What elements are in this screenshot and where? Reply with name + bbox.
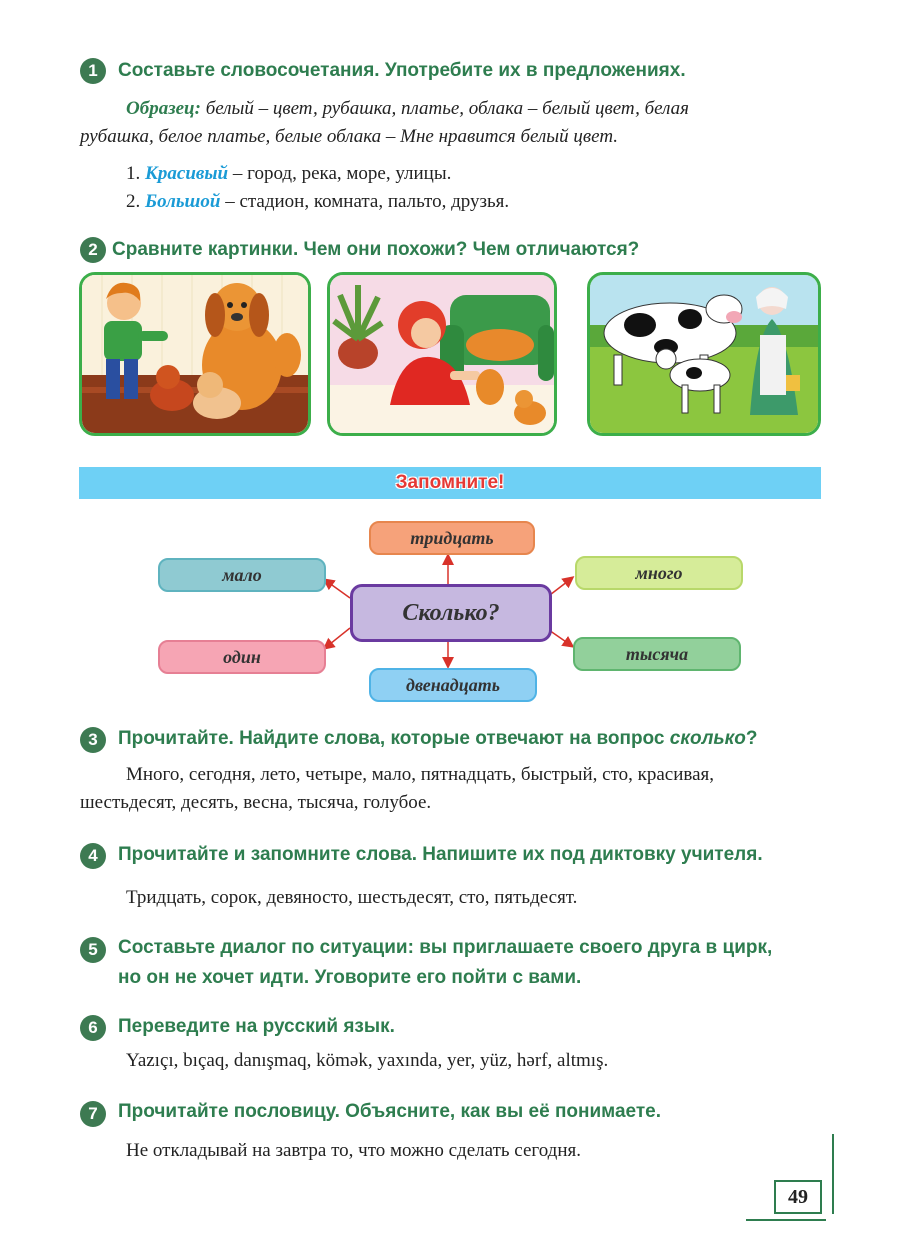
task-3-line-1: Много, сегодня, лето, четыре, мало, пятнадцать, быстрый, сто, красивая, xyxy=(126,764,715,785)
task-6-text: Yazıçı, bıçaq, danışmaq, kömək, yaxında, yer, yüz, hərf, altmış. xyxy=(126,1050,609,1071)
task-3-title-end: ? xyxy=(745,728,758,749)
sample-label: Образец: xyxy=(126,98,201,119)
word-box-twelve: двенадцать xyxy=(369,668,537,702)
word-box-thousand: тысяча xyxy=(573,637,741,671)
item-1-keyword: Красивый xyxy=(145,163,229,184)
task-4-text: Тридцать, сорок, девяносто, шестьдесят, сто, пятьдесят. xyxy=(126,887,578,908)
picture-boy-with-dogs xyxy=(79,272,311,436)
task-number-1: 1 xyxy=(80,58,106,84)
word-box-many: много xyxy=(575,556,743,590)
task-7-title: Прочитайте пословицу. Объясните, как вы её понимаете. xyxy=(118,1101,662,1122)
item-1-words: – город, река, море, улицы. xyxy=(228,163,452,184)
task-5-title-line-1: Составьте диалог по ситуации: вы приглашаете своего друга в цирк, xyxy=(118,937,773,958)
task-number-3: 3 xyxy=(80,727,106,753)
task-6-title: Переведите на русский язык. xyxy=(118,1016,395,1037)
task-1-item-1 xyxy=(126,160,451,188)
picture-girl-with-cats-illustration xyxy=(330,275,554,433)
item-2-words: – стадион, комната, пальто, друзья. xyxy=(220,191,510,212)
task-1-title: Составьте словосочетания. Употребите их в предложениях. xyxy=(118,60,686,81)
task-3-text xyxy=(80,761,840,817)
center-question-box: Сколько? xyxy=(350,584,552,642)
task-3-title xyxy=(118,724,758,754)
sample-line-1 xyxy=(80,95,840,123)
picture-cows-and-grandmother-illustration xyxy=(590,275,818,433)
page-number: 49 xyxy=(774,1180,822,1214)
sample-text-1: белый – цвет, рубашка, платье, облака – белый цвет, белая xyxy=(200,98,689,119)
picture-boy-with-dogs-illustration xyxy=(82,275,308,433)
task-number-6: 6 xyxy=(80,1015,106,1041)
word-box-thirty: тридцать xyxy=(369,521,535,555)
remember-banner xyxy=(79,467,821,499)
task-4-title: Прочитайте и запомните слова. Напишите их под диктовку учителя. xyxy=(118,844,763,865)
picture-cows-and-grandmother xyxy=(587,272,821,436)
task-2-title: Сравните картинки. Чем они похожи? Чем отличаются? xyxy=(112,239,640,260)
task-1-sample xyxy=(80,95,840,151)
task-3-line-2: шестьдесят, десять, весна, тысяча, голубое. xyxy=(80,792,432,813)
task-5-title-line-2: но он не хочет идти. Уговорите его пойти с вами. xyxy=(118,967,582,988)
task-number-7: 7 xyxy=(80,1101,106,1127)
task-number-2: 2 xyxy=(80,237,106,263)
item-2-keyword: Большой xyxy=(145,191,221,212)
task-5-title xyxy=(118,933,772,993)
word-box-few: мало xyxy=(158,558,326,592)
task-7-text: Не откладывай на завтра то, что можно сделать сегодня. xyxy=(126,1140,581,1161)
remember-banner-text: Запомните! xyxy=(395,472,505,493)
item-2-number: 2. xyxy=(126,191,145,212)
task-3-title-main: Прочитайте. Найдите слова, которые отвечают на вопрос xyxy=(118,728,670,749)
picture-girl-with-cats xyxy=(327,272,557,436)
task-number-5: 5 xyxy=(80,937,106,963)
task-number-4: 4 xyxy=(80,843,106,869)
task-1-item-2 xyxy=(126,188,509,216)
task-3-title-italic: сколько xyxy=(669,728,746,749)
sample-line-2: рубашка, белое платье, белые облака – Мне нравится белый цвет. xyxy=(80,126,619,147)
item-1-number: 1. xyxy=(126,163,145,184)
word-box-one: один xyxy=(158,640,326,674)
